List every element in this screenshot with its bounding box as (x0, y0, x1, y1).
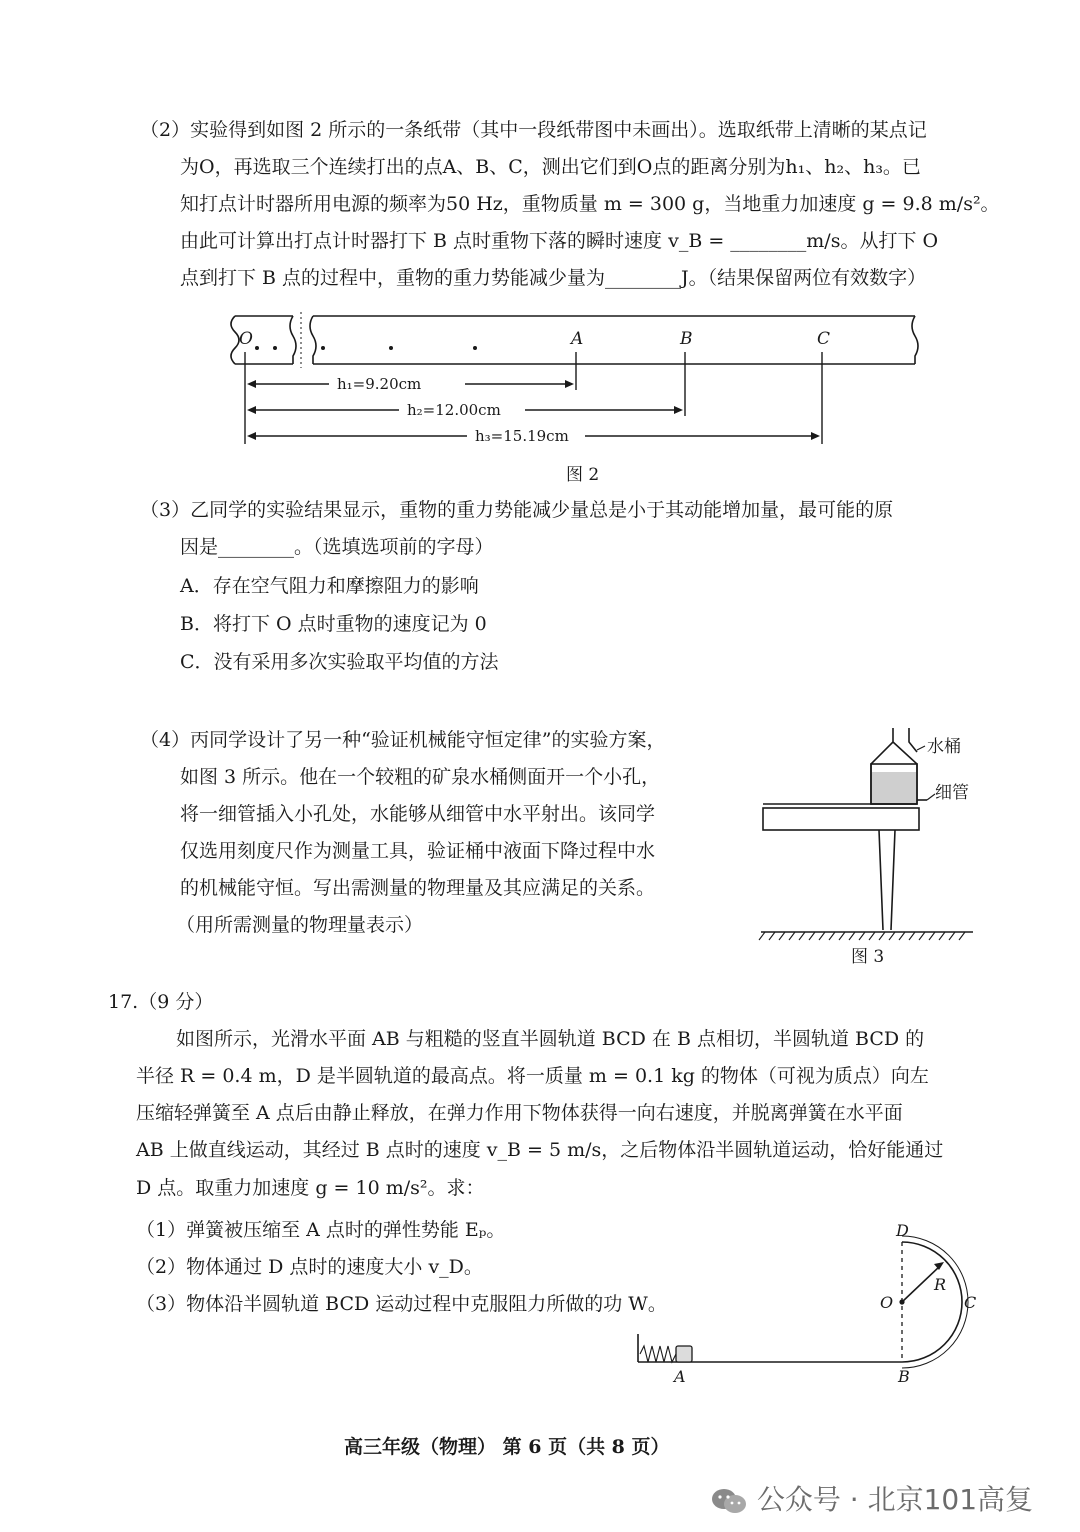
tape-left-torn-edge (231, 316, 239, 364)
q17-line-3: 压缩轻弹簧至 A 点后由静止释放，在弹力作用下物体获得一向右速度，并脱离弹簧在水平面 (136, 1102, 903, 1124)
q16-4-line-3: 将一细管插入小孔处，水能够从细管中水平射出。该同学 (180, 803, 656, 825)
tube-leader-line (927, 794, 935, 800)
tape-gap-left-edge (290, 316, 296, 364)
q17-question-3: （3）物体沿半圆轨道 BCD 运动过程中克服阻力所做的功 W。 (136, 1293, 667, 1315)
arrowhead (674, 406, 683, 414)
h2-label: h₂=12.00cm (407, 401, 501, 419)
q16-2-line-4: 由此可计算出打点计时器打下 B 点时重物下落的瞬时速度 v_B = ________m/s。从打下 O (180, 230, 939, 252)
figure-2-caption: 图 2 (566, 465, 600, 485)
q17-question-2: （2）物体通过 D 点时的速度大小 v_D。 (136, 1256, 483, 1278)
ground-hatching (759, 932, 965, 940)
water-fill (872, 772, 916, 803)
q17-line-5: D 点。取重力加速度 g = 10 m/s²。求： (136, 1177, 485, 1199)
q16-2-line-1: （2）实验得到如图 2 所示的一条纸带（其中一段纸带图中未画出）。选取纸带上清晰的某点记 (140, 119, 927, 141)
figure-17-track (628, 1222, 988, 1386)
dot (389, 346, 393, 350)
q17-line-1: 如图所示，光滑水平面 AB 与粗糙的竖直半圆轨道 BCD 在 B 点相切，半圆轨道 BCD 的 (176, 1028, 925, 1050)
q16-4-line-4: 仅选用刻度尺作为测量工具，验证桶中液面下降过程中水 (180, 840, 656, 862)
q16-3-line-2: 因是________。（选填选项前的字母） (180, 536, 494, 558)
label-R: R (934, 1275, 947, 1294)
label-bucket: 水桶 (927, 737, 961, 757)
bucket-leader-line (917, 746, 925, 750)
h3-label: h₃=15.19cm (475, 427, 569, 445)
figure-3-caption: 图 3 (851, 947, 885, 967)
dot (473, 346, 477, 350)
q16-2-line-3: 知打点计时器所用电源的频率为50 Hz，重物质量 m = 300 g，当地重力加速度 g = 9.8 m/s²。 (180, 193, 1000, 215)
q16-4-line-1: （4）丙同学设计了另一种“验证机械能守恒定律”的实验方案， (140, 729, 666, 751)
tape-right-torn-edge (912, 316, 918, 364)
label-B-point: B (898, 1367, 910, 1386)
table-top (763, 808, 919, 830)
tape-gap-right-edge (310, 316, 316, 364)
q16-3-option-A: A．存在空气阻力和摩擦阻力的影响 (180, 575, 479, 597)
label-D: D (896, 1222, 909, 1240)
q16-4-line-6: （用所需测量的物理量表示） (176, 914, 424, 936)
table-leg (879, 830, 895, 930)
figure-3-bucket-apparatus (755, 722, 980, 944)
arrowhead (247, 380, 256, 388)
center-point-O (899, 1299, 904, 1304)
label-A-point: A (674, 1367, 686, 1386)
dot (273, 346, 277, 350)
q16-2-line-5: 点到打下 B 点的过程中，重物的重力势能减少量为________J。（结果保留两位有效数字） (180, 267, 927, 289)
dot (255, 346, 259, 350)
radius-arrowhead (934, 1262, 944, 1270)
spring (640, 1346, 676, 1362)
label-O-center: O (880, 1293, 894, 1312)
q16-4-line-5: 的机械能守恒。写出需测量的物理量及其应满足的关系。 (180, 877, 656, 899)
h1-label: h₁=9.20cm (337, 375, 422, 393)
q17-question-1: （1）弹簧被压缩至 A 点时的弹性势能 Eₚ。 (136, 1219, 506, 1241)
semicircle-track-outer (902, 1236, 968, 1368)
label-tube: 细管 (935, 783, 969, 803)
dot (321, 346, 325, 350)
arrowhead (247, 432, 256, 440)
label-O: O (239, 329, 253, 349)
wechat-icon (710, 1486, 748, 1516)
watermark-text: 公众号 · 北京101高复 (756, 1483, 1034, 1516)
q17-line-2: 半径 R = 0.4 m，D 是半圆轨道的最高点。将一质量 m = 0.1 kg 的物体（可视为质点）向左 (136, 1065, 929, 1087)
figure-2-paper-tape (225, 312, 925, 452)
q17-line-4: AB 上做直线运动，其经过 B 点时的速度 v_B = 5 m/s，之后物体沿半圆轨道运动，恰好能通过 (136, 1139, 944, 1161)
watermark (710, 1478, 1033, 1518)
q16-3-option-B: B．将打下 O 点时重物的速度记为 0 (180, 613, 487, 635)
q16-3-line-1: （3）乙同学的实验结果显示，重物的重力势能减少量总是小于其动能增加量，最可能的原 (140, 499, 894, 521)
page-footer: 高三年级（物理） 第 6 页（共 8 页） (344, 1436, 670, 1458)
q16-4-line-2: 如图 3 所示。他在一个较粗的矿泉水桶侧面开一个小孔， (180, 766, 661, 788)
arrowhead (247, 406, 256, 414)
q16-3-option-C: C．没有采用多次实验取平均值的方法 (180, 651, 499, 673)
label-C: C (964, 1293, 977, 1312)
q17-header: 17.（9 分） (108, 991, 214, 1013)
arrowhead (811, 432, 820, 440)
q16-2-line-2: 为O，再选取三个连续打出的点A、B、C，测出它们到O点的距离分别为h₁、h₂、h₃。已 (180, 156, 921, 178)
block-object (676, 1346, 692, 1362)
label-C: C (817, 329, 831, 349)
arrowhead (565, 380, 574, 388)
label-A: A (571, 329, 584, 349)
label-B: B (680, 329, 693, 349)
